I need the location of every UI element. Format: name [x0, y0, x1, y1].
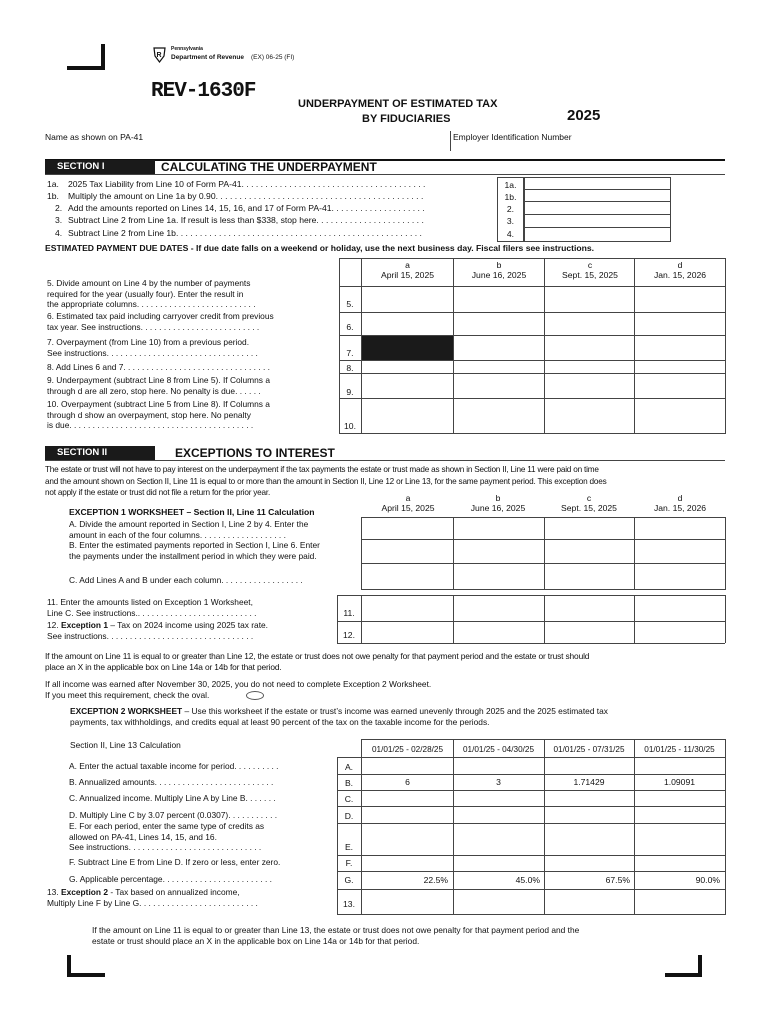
l11-vline-3 — [453, 595, 454, 643]
ws2-row-f-text: F. Subtract Line E from Line D. If zero or less, enter zero. — [69, 857, 281, 867]
tax-year: 2025 — [567, 107, 601, 124]
line-13-text: 13. Exception 2 - Tax based on annualized income, Multiply Line F by Line G. . . . . . . . . . . . . . . . . . . . . . . . . . — [47, 887, 258, 908]
ws2-row-d-text: D. Multiply Line C by 3.07 percent (0.0307). . . . . . . . . . . — [69, 810, 278, 820]
percentage-value-2: 45.0% — [515, 875, 540, 885]
line-7-box-label: 7. — [346, 348, 354, 358]
line-10-box-label: 10. — [344, 421, 356, 431]
section1-title-rule — [45, 174, 725, 175]
ws2-hline-e — [337, 823, 725, 824]
ws1-hline-c — [361, 589, 725, 590]
period-2-header: 01/01/25 - 04/30/25 — [462, 745, 535, 754]
line-4-text: Subtract Line 2 from Line 1b. . . . . . . . . . . . . . . . . . . . . . . . . . . . . . . . . . . . . . . . . . . . . . . . . . . . — [68, 228, 422, 238]
line-1b-text: Multiply the amount on Line 1a by 0.90. . . . . . . . . . . . . . . . . . . . . . . . . . . . . . . . . . . . . . . . . . . . — [68, 191, 424, 201]
ws1-line-c: C. Add Lines A and B under each column. . . . . . . . . . . . . . . . . . — [69, 575, 303, 585]
line-9-text: 9. Underpayment (subtract Line 8 from Line 5). If Columns a through d are all zero, stop here. No penalty is due. . . . . . — [47, 375, 270, 396]
section2-title: EXCEPTIONS TO INTEREST — [175, 446, 335, 460]
ws2-row-a-label: A. — [344, 762, 354, 772]
ws2-row-g-text: G. Applicable percentage. . . . . . . . . . . . . . . . . . . . . . . . — [69, 874, 272, 884]
s1-vline-4 — [544, 258, 545, 434]
name-field[interactable] — [45, 143, 449, 157]
ws2-row-b-text: B. Annualized amounts. . . . . . . . . . . . . . . . . . . . . . . . . . — [69, 777, 274, 787]
ws1-vline-5 — [725, 517, 726, 590]
ws2-row-a-text: A. Enter the actual taxable income for period. . . . . . . . . . — [69, 761, 279, 771]
s1-hline-10-top — [339, 398, 725, 399]
l11-vline-2 — [361, 595, 362, 643]
form-number: REV-1630F — [151, 80, 256, 103]
line-11-box-label: 11. — [343, 608, 355, 618]
line-13-calc-label: Section II, Line 13 Calculation — [70, 740, 181, 750]
period-3-header: 01/01/25 - 07/31/25 — [553, 745, 625, 754]
note-line-11-vs-12: If the amount on Line 11 is equal to or greater than Line 12, the estate or trust does not owe penalty for that payment period and the estate or trust should place an X in the applicable box on Line 14a or 14b for that period. — [45, 651, 590, 672]
s1-vline-6 — [725, 258, 726, 434]
s2-col-c-header: c Sept. 15, 2025 — [561, 493, 617, 513]
s1-vline-3 — [453, 258, 454, 434]
line-9-box-label: 9. — [346, 387, 354, 397]
line-3-box-label: 3. — [506, 216, 515, 226]
ws2-hline-a — [337, 757, 725, 758]
form-title-line1: UNDERPAYMENT OF ESTIMATED TAX — [298, 98, 498, 110]
line-6-box-label: 6. — [346, 322, 354, 332]
line-1a-box-label: 1a. — [504, 180, 517, 190]
line-7-col-a-shaded — [362, 336, 453, 360]
ws2-row-b-label: B. — [344, 778, 354, 788]
name-label: Name as shown on PA-41 — [45, 132, 144, 142]
line-2-box-label: 2. — [506, 204, 515, 214]
line-4-input[interactable] — [524, 227, 671, 242]
annualized-value-2: 3 — [496, 777, 501, 787]
line-3-num: 3. — [55, 215, 63, 225]
line-2-text: Add the amounts reported on Lines 14, 15, 16, and 17 of Form PA-41. . . . . . . . . . . . . . . . . . . . — [68, 203, 425, 213]
s1-col-d-header: d Jan. 15, 2026 — [653, 260, 707, 280]
ws2-hline-d — [337, 806, 725, 807]
period-1-header: 01/01/25 - 02/28/25 — [371, 745, 444, 754]
line-2-input[interactable] — [524, 201, 671, 215]
s1-hline-8-top — [339, 360, 725, 361]
l11-hline-mid — [337, 621, 725, 622]
ws1-hline-top — [361, 517, 725, 518]
period-4-header: 01/01/25 - 11/30/25 — [644, 745, 715, 754]
ws1-hline-a — [361, 539, 725, 540]
line-1a-num: 1a. — [47, 179, 59, 189]
s1-vline-1 — [339, 258, 340, 434]
line-8-text: 8. Add Lines 6 and 7. . . . . . . . . . . . . . . . . . . . . . . . . . . . . . . . — [47, 362, 270, 372]
s1-grid-bottom — [339, 433, 725, 434]
s1-hline-6-top — [339, 312, 725, 313]
ws1-line-a: A. Divide the amount reported in Section I, Line 2 by 4. Enter the amount in each of the four columns. . . . . . . . . . . . . . . . . . . — [69, 519, 309, 540]
ws2-vline-5 — [725, 739, 726, 915]
ws1-vline-2 — [453, 517, 454, 590]
line-5-text: 5. Divide amount on Line 4 by the number of payments required for the year (usually four). Enter the result in the appropriate columns. . . . . . . . . . . . . . . . . . . . . . . . . . — [47, 278, 256, 309]
ws2-hline-13 — [337, 889, 725, 890]
ws2-description: EXCEPTION 2 WORKSHEET – Use this worksheet if the estate or trust’s income was earned unevenly through 2025 and the 2025 estimated tax payments, tax withholdings, and credits equal at least 90 percent of the tax on the taxable income for the periods. — [70, 706, 608, 727]
l12-hline-bottom — [337, 643, 725, 644]
l11-vline-6 — [725, 595, 726, 643]
annualized-value-4: 1.09091 — [663, 777, 696, 787]
section1-tag: SECTION I — [45, 160, 155, 174]
s2-col-a-header: a April 15, 2025 — [381, 493, 435, 513]
ws2-row-d-label: D. — [344, 811, 354, 821]
line-10-text: 10. Overpayment (subtract Line 5 from Line 8). If Columns a through d show an overpayment, stop here. No penalty is due. . . . . . . . . . . . . . . . . . . . . . . . . . . . . . . . . . . . . . . . — [47, 399, 270, 430]
ws1-title: EXCEPTION 1 WORKSHEET – Section II, Line 11 Calculation — [69, 507, 315, 517]
l11-vline-5 — [634, 595, 635, 643]
section2-intro: The estate or trust will not have to pay interest on the underpayment if the tax payments the estate or trust made as shown in Section II, Line 11 were paid on time and the amount shown on Section II, Line 11 is equal to or more than the amount in Section II, Line 12 or Line 13, for the same payment period. This exception does not apply if the estate or trust did not file a return for the prior year. — [45, 465, 607, 497]
ws2-row-f-label: F. — [345, 858, 353, 868]
line-3-input[interactable] — [524, 214, 671, 228]
ein-divider — [450, 131, 451, 151]
exception2-oval-checkbox[interactable] — [246, 691, 264, 700]
section1-title: CALCULATING THE UNDERPAYMENT — [161, 160, 377, 174]
ws2-hline-b — [337, 774, 725, 775]
line-4-box-label: 4. — [506, 229, 515, 239]
crop-mark-bottom-left-h — [67, 973, 105, 977]
ws1-hline-b — [361, 563, 725, 564]
ws2-row-c-text: C. Annualized income. Multiply Line A by Line B. . . . . . . — [69, 793, 276, 803]
s1-hline-9-top — [339, 373, 725, 374]
s1-grid-top — [339, 258, 725, 259]
section2-tag: SECTION II — [45, 446, 155, 460]
ws2-hline-g — [337, 871, 725, 872]
crop-mark-top-left-v — [101, 44, 105, 70]
line-7-text: 7. Overpayment (from Line 10) from a previous period. See instructions. . . . . . . . . . . . . . . . . . . . . . . . . . . . . . . . . — [47, 337, 258, 358]
crop-mark-top-left-h — [67, 66, 105, 70]
line-1b-box-label: 1b. — [504, 192, 517, 202]
ws2-hline-c — [337, 790, 725, 791]
percentage-value-1: 22.5% — [423, 875, 448, 885]
l11-vline-4 — [544, 595, 545, 643]
line-12-box-label: 12. — [343, 630, 355, 640]
ws1-vline-1 — [361, 517, 362, 590]
annualized-value-1: 6 — [405, 777, 410, 787]
keystone-icon — [153, 47, 166, 63]
s2-col-b-header: b June 16, 2025 — [470, 493, 526, 513]
s1-col-c-header: c Sept. 15, 2025 — [562, 260, 618, 280]
ws2-row-e-text: E. For each period, enter the same type of credits as allowed on PA-41, Lines 14, 15, and 16. See instructions. . . . . . . . . . . . . . . . . . . . . . . . . . . . . — [69, 821, 265, 852]
svg-text:R: R — [156, 52, 162, 59]
ws2-hline-f — [337, 855, 725, 856]
agency-top: Pennsylvania — [171, 46, 203, 52]
percentage-value-3: 67.5% — [605, 875, 630, 885]
line-3-text: Subtract Line 2 from Line 1a. If result is less than $338, stop here. . . . . . . . . . . . . . . . . . . . . . . — [68, 215, 424, 225]
line-5-box-label: 5. — [346, 299, 354, 309]
l11-hline-top — [337, 595, 725, 596]
ein-field[interactable] — [452, 143, 725, 157]
percentage-value-4: 90.0% — [695, 875, 720, 885]
ws2-row-c-label: C. — [344, 794, 354, 804]
ein-label: Employer Identification Number — [453, 132, 572, 142]
s2-col-d-header: d Jan. 15, 2026 — [653, 493, 707, 513]
ws1-vline-3 — [544, 517, 545, 590]
line-1b-num: 1b. — [47, 191, 59, 201]
note-line-11-vs-13: If the amount on Line 11 is equal to or greater than Line 13, the estate or trust does not owe penalty for that payment period and the estate or trust should place an X in the applicable box on Line 14a or 14b for that period. — [92, 925, 580, 946]
s1-vline-5 — [634, 258, 635, 434]
agency-name: Department of Revenue — [171, 54, 244, 61]
s1-col-b-header: b June 16, 2025 — [471, 260, 527, 280]
note-all-income-after-nov: If all income was earned after November 30, 2025, you do not need to complete Exception 2 Worksheet. If you meet this requirement, check the oval. — [45, 679, 432, 700]
keystone-logo — [153, 47, 166, 63]
s1-col-a-header: a April 15, 2025 — [380, 260, 435, 280]
line-12-text: 12. Exception 1 – Tax on 2024 income using 2025 tax rate. See instructions. . . . . . . . . . . . . . . . . . . . . . . . . . . . . . . . — [47, 620, 269, 641]
line-11-text: 11. Enter the amounts listed on Exception 1 Worksheet, Line C. See instructions.. . . . . . . . . . . . . . . . . . . . . . . . . . — [47, 597, 257, 618]
ws2-row-e-label: E. — [344, 842, 354, 852]
section2-title-rule — [45, 460, 725, 461]
ws1-vline-4 — [634, 517, 635, 590]
ws2-hline-bottom — [337, 914, 725, 915]
line-8-box-label: 8. — [346, 363, 354, 373]
form-title-line2: BY FIDUCIARIES — [362, 113, 451, 125]
line-6-text: 6. Estimated tax paid including carryover credit from previous tax year. See instructions. . . . . . . . . . . . . . . . . . . . . . . . . . — [47, 311, 274, 332]
form-code: (EX) 06-25 (FI) — [251, 54, 295, 61]
s1-hline-5-top — [339, 286, 725, 287]
line-4-num: 4. — [55, 228, 63, 238]
line-2-num: 2. — [55, 203, 63, 213]
line-1a-text: 2025 Tax Liability from Line 10 of Form PA-41. . . . . . . . . . . . . . . . . . . . . . . . . . . . . . . . . . . . . . . — [68, 179, 426, 189]
ws1-line-b: B. Enter the estimated payments reported in Section I, Line 6. Enter the payments under the installment period in which they were paid. — [69, 540, 320, 561]
line-13-box-label: 13. — [343, 899, 355, 909]
ws2-row-g-label: G. — [344, 875, 354, 885]
due-dates-note: ESTIMATED PAYMENT DUE DATES - If due date falls on a weekend or holiday, use the next business day. Fiscal filers see instructions. — [45, 243, 595, 253]
crop-mark-bottom-right-h — [665, 973, 702, 977]
ws2-hline-top — [361, 739, 725, 740]
annualized-value-3: 1.71429 — [573, 777, 605, 787]
